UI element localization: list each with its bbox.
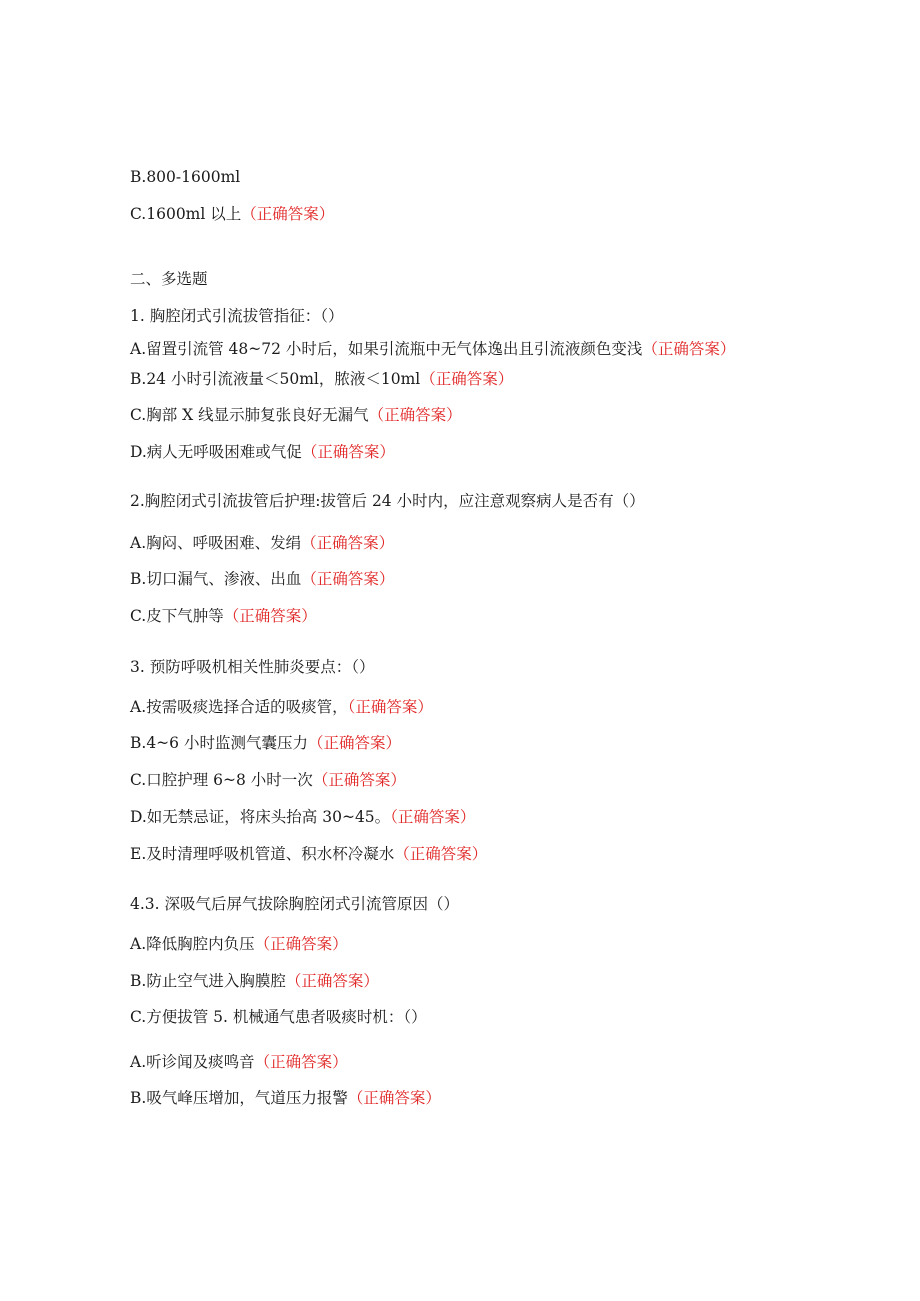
option-text: C.胸部 X 线显示肺复张良好无漏气 [130,406,369,424]
correct-answer-mark: （正确答案） [420,370,514,388]
option-line [130,166,240,188]
option-line [130,1087,441,1109]
option-line [130,338,735,360]
correct-answer-mark: （正确答案） [301,570,395,588]
option-text: B.24 小时引流液量＜50ml，脓液＜10ml [130,370,421,388]
correct-answer-mark: （正确答案） [347,1089,441,1107]
correct-answer-mark: （正确答案） [312,771,406,789]
correct-answer-mark: （正确答案） [241,205,335,223]
option-line [130,532,394,554]
question-stem: 2.胸腔闭式引流拔管后护理:拔管后 24 小时内，应注意观察病人是否有（） [130,492,645,510]
option-text: B.切口漏气、渗液、出血 [130,570,302,588]
option-text: D.病人无呼吸困难或气促 [130,443,302,461]
option-text: C.1600ml 以上 [130,205,242,223]
option-text: A.降低胸腔内负压 [130,935,255,953]
correct-answer-mark: （正确答案） [394,845,488,863]
option-line [130,1051,348,1073]
option-line [130,732,401,754]
option-line [130,404,462,426]
option-line [130,368,513,390]
option-text: C.方便拔管 5. 机械通气患者吸痰时机：（） [130,1008,427,1026]
option-line [130,441,395,463]
option-line [130,843,487,865]
option-text: A.按需吸痰选择合适的吸痰管， [130,698,348,716]
option-text: B.4~6 小时监测气囊压力 [130,734,308,752]
correct-answer-mark: （正确答案） [368,406,462,424]
correct-answer-mark: （正确答案） [390,808,476,826]
correct-answer-mark: （正确答案） [347,698,433,716]
option-text: D.如无禁忌证，将床头抬高 30~45。 [130,808,391,826]
option-line [130,696,433,718]
correct-answer-mark: （正确答案） [223,607,317,625]
option-text: A.听诊闻及痰鸣音 [130,1053,255,1071]
option-text: E.及时清理呼吸机管道、积水杯冷凝水 [130,845,395,863]
option-text: A.留置引流管 48~72 小时后，如果引流瓶中无气体逸出且引流液颜色变浅 [130,340,643,358]
correct-answer-mark: （正确答案） [301,534,395,552]
correct-answer-mark: （正确答案） [285,972,379,990]
option-text: B.吸气峰压增加，气道压力报警 [130,1089,348,1107]
question-stem: 3. 预防呼吸机相关性肺炎要点：（） [130,658,375,676]
question-stem: 1. 胸腔闭式引流拔管指征：（） [130,307,344,325]
option-line [130,1006,427,1028]
correct-answer-mark: （正确答案） [642,340,736,358]
option-text: C.皮下气肿等 [130,607,224,625]
option-line [130,605,317,627]
option-text: B.防止空气进入胸膜腔 [130,972,286,990]
option-line [130,769,406,791]
correct-answer-mark: （正确答案） [254,935,348,953]
option-line [130,806,475,828]
correct-answer-mark: （正确答案） [301,443,395,461]
option-line [130,568,394,590]
correct-answer-mark: （正确答案） [307,734,401,752]
option-line [130,933,348,955]
question-stem: 4.3. 深吸气后屏气拔除胸腔闭式引流管原因（） [130,895,460,913]
correct-answer-mark: （正确答案） [254,1053,348,1071]
option-text: C.口腔护理 6~8 小时一次 [130,771,313,789]
section-heading: 二、多选题 [130,270,208,288]
option-text: A.胸闷、呼吸困难、发绢 [130,534,302,552]
option-line [130,203,334,225]
option-line [130,970,379,992]
option-text: B.800-1600ml [130,168,241,186]
